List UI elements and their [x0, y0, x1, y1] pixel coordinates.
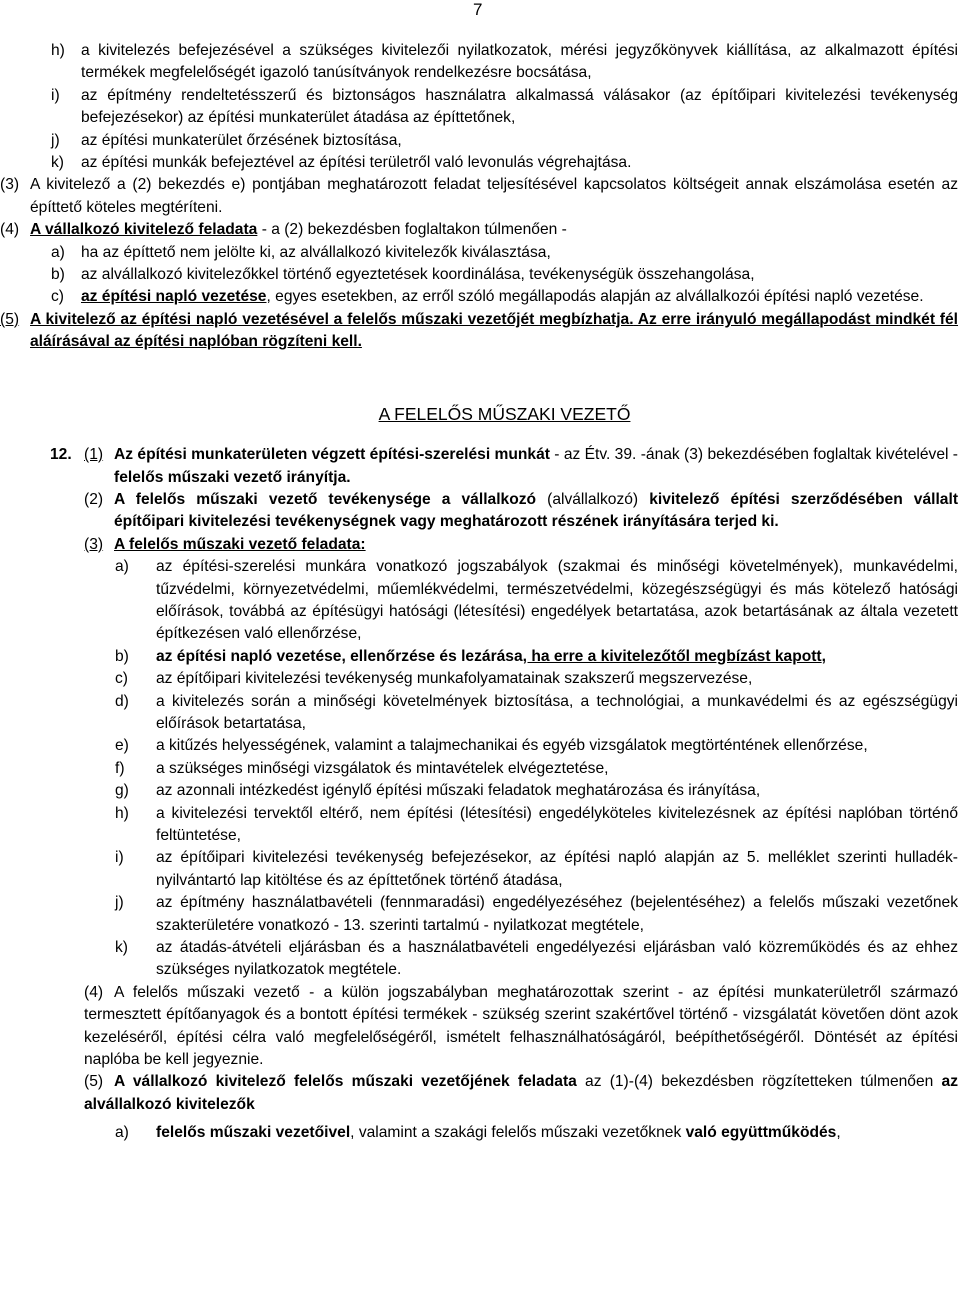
spacer [51, 354, 958, 403]
list-item [51, 286, 958, 308]
list-item-label: b) [51, 266, 65, 284]
paragraph-text [84, 1071, 958, 1116]
section-number: 12. [50, 446, 72, 464]
section-title [51, 403, 958, 425]
list-item [115, 937, 958, 982]
list-item-label: a) [115, 1124, 129, 1142]
list-item-label: c) [51, 288, 64, 306]
section-12-paragraph-3 [0, 534, 958, 556]
paragraph-label: (5) [0, 310, 20, 328]
paragraph-4 [0, 219, 958, 241]
list-item [51, 242, 958, 264]
list-item-plain-2: , [836, 1124, 841, 1142]
list-item [115, 847, 958, 892]
paragraph-text [30, 309, 958, 354]
paragraph-label: (5) [84, 1073, 104, 1091]
paragraph-bold-1: A vállalkozó kivitelező felelős műszaki vezetőjének feladata [114, 1073, 577, 1091]
section-12-paragraph-1 [0, 444, 958, 489]
list-item-text: a kivitelezés során a minőségi követelmények biztosítása, a technológiai, a munkavédelmi és az egészségügyi előírások betartatása, [156, 692, 958, 732]
section-title-text: A FELELŐS MŰSZAKI VEZETŐ [378, 403, 631, 424]
list-item-text: a kivitelezési tervektől eltérő, nem építési (létesítési) engedélyköteles kivitelezésnek az építési naplóban történő feltüntetése, [156, 804, 958, 844]
paragraph-label: (4) [0, 221, 20, 239]
paragraph-bold-1: Az építési munkaterületen végzett építési-szerelési munkát [114, 446, 550, 464]
paragraph-label: (3) [84, 535, 104, 553]
list-item [115, 780, 958, 802]
paragraph-text [114, 444, 958, 489]
list-item-label: e) [115, 737, 129, 755]
paragraph-bold-2: kivitelező építési szerződésében vállalt építőipari kivitelezési tevékenységnek vagy meghatározott részének irányítására terjed ki. [114, 490, 959, 531]
list-item [115, 892, 958, 937]
paragraph-text [114, 489, 958, 534]
list-item-bold-1: felelős műszaki vezetőivel [156, 1124, 351, 1142]
list-item [51, 85, 958, 130]
list-item-label: b) [115, 647, 129, 665]
list-item-label: k) [115, 939, 128, 957]
list-item [115, 691, 958, 736]
list-item [51, 40, 958, 85]
list-item-label: c) [115, 670, 128, 688]
list-item [115, 556, 958, 646]
list-item-text: az építőipari kivitelezési tevékenység befejezésekor, az építési napló alapján az 5. melléklet szerinti hulladék-nyilvántartó lap kitöltése és az építtetőnek történő átadása, [156, 849, 958, 889]
list-item-label: j) [51, 131, 60, 149]
list-item [115, 668, 958, 690]
list-item-text: ha az építtető nem jelölte ki, az alvállalkozó kivitelezők kiválasztása, [81, 243, 551, 261]
paragraph-bold-2: az alvállalkozó kivitelezők [84, 1073, 958, 1113]
paragraph-label: (3) [0, 176, 20, 194]
section-12-paragraph-2 [0, 489, 958, 534]
list-item-label: f) [115, 759, 125, 777]
list-item-underlined: , ha erre a kivitelezőtől megbízást kapott [522, 647, 822, 665]
list-item [51, 264, 958, 286]
list-item-text [156, 1122, 958, 1144]
paragraph-bold-2: felelős műszaki vezető irányítja. [114, 468, 351, 486]
paragraph-label: (1) [84, 446, 104, 464]
list-item [115, 803, 958, 848]
list-item-text: az alvállalkozó kivitelezőkkel történő egyeztetések koordinálása, tevékenységük összehangolása, [81, 266, 755, 284]
list-item-text: a kitűzés helyességének, valamint a talajmechanikai és egyéb vizsgálatok megtörténtének ellenőrzése, [156, 737, 868, 755]
paragraph-text [30, 219, 958, 241]
list-item-label: g) [115, 782, 129, 800]
list-item [51, 152, 958, 174]
list-item [115, 1122, 958, 1144]
paragraph-plain-1: az (1)-(4) bekezdésben rögzítetteken túlmenően [576, 1073, 942, 1091]
list-item [115, 646, 958, 668]
paragraph-lead: A vállalkozó kivitelező feladata [30, 221, 258, 239]
section-12-paragraph-4 [0, 982, 958, 1072]
paragraph-text: A felelős műszaki vezető - a külön jogszabályban meghatározottak szerint - az építési munkaterületről származó termesztett építőanyagok és a bontott építési termékek - szükség szerint szakértővel történő - vizsgálatát követően dönt azok kezeléséről, építési célra való megfelelőségéről, ismételt felhasználhatóságáról, beépíthetőségéről. Döntését az építési naplóba be kell jegyeznie. [84, 983, 958, 1069]
list-item-text: az építési munkaterület őrzésének biztosítása, [81, 131, 402, 149]
list-item [115, 735, 958, 757]
list-item [115, 758, 958, 780]
list-item-label: j) [115, 894, 124, 912]
paragraph-text: A kivitelező a (2) bekezdés e) pontjában meghatározott feladat teljesítésével kapcsolatos költségeit annak elszámolása esetén az építtető köteles megtéríteni. [30, 176, 958, 216]
label-indent [0, 489, 84, 534]
list-item-text: az építmény rendeltetésszerű és biztonságos használatra alkalmassá válásakor (az építőipari kivitelezési tevékenység befejezésekor) az építési munkaterület átadása az építtetőnek, [81, 86, 958, 127]
list-item-label: d) [115, 692, 129, 710]
final-list [115, 1122, 958, 1144]
list-item-text: az építmény használatbavételi (fennmaradási) engedélyezéséhez (bejelentéséhez) a felelős műszaki vezetőnek szakterületére vonatkozó - 13. szerinti tartalmú - nyilatkozat megtétele, [156, 894, 958, 934]
list-item-label: i) [115, 849, 124, 867]
list-item-label: k) [51, 154, 64, 172]
list-item-emphasis: az építési napló vezetése [81, 288, 267, 306]
list-item [51, 130, 958, 152]
page-number: 7 [473, 0, 483, 19]
label-indent [0, 1071, 84, 1116]
list-item-label: a) [51, 243, 65, 261]
list-item-text: a kivitelezés befejezésével a szükséges kivitelezői nyilatkozatok, mérési jegyzőkönyvek kiállítása, az alkalmazott építési termékek megfelelőségét igazoló tanúsítványok rendelkezésre bocsátása, [81, 42, 958, 82]
task-list [115, 556, 958, 982]
list-item-text [156, 646, 958, 668]
list-item-text: az építési-szerelési munkára vonatkozó jogszabályok (szakmai és minőségi követelmények), munkavédelmi, tűzvédelmi, környezetvédelmi, műemlékvédelmi, természetvédelmi, közegészségügyi és más kötelező hatósági előírások, továbbá az építésügyi hatósági (létesítési) engedélyek betartatása, azok betartásának az általa vezetett építkezésen való ellenőrzése, [156, 558, 958, 643]
list-item-text: az építési munkák befejeztével az építési területről való levonulás végrehajtása. [81, 154, 632, 172]
paragraph-label: (4) [84, 983, 104, 1001]
section-12-paragraph-5 [0, 1071, 958, 1116]
paragraph-label: (2) [84, 490, 104, 508]
paragraph-rest: - a (2) bekezdésben foglaltakon túlmenően - [257, 221, 567, 239]
list-item-text: a szükséges minőségi vizsgálatok és mintavételek elvégeztetése, [156, 759, 609, 777]
list-item-bold: az építési napló vezetése, ellenőrzése és lezárása [156, 647, 523, 665]
paragraph-plain-1: - az Étv. 39. -ának (3) bekezdésében foglaltak kivételével - [549, 446, 958, 464]
list-item-text [81, 286, 958, 308]
list-item-text: az átadás-átvételi eljárásban és a használatbavételi engedélyezési eljárásban való közreműködés és az ehhez szükséges nyilatkozatok megtétele. [156, 939, 958, 979]
list-item-label: h) [115, 804, 129, 822]
list-item-rest: , egyes esetekben, az erről szóló megállapodás alapján az alvállalkozói építési napló vezetése. [266, 288, 924, 306]
paragraph-5 [0, 309, 958, 354]
paragraph-sentence-1: A kivitelező az építési napló vezetésével a felelős műszaki vezetőjét megbízhatja. [30, 310, 634, 328]
list-item-plain-1: , valamint a szakági felelős műszaki vezetőknek [350, 1124, 686, 1142]
paragraph-bold-1: A felelős műszaki vezető tevékenysége a vállalkozó [114, 490, 537, 508]
paragraph-plain-1: (alvállalkozó) [536, 490, 650, 508]
list-item-text: az azonnali intézkedést igénylő építési műszaki feladatok meghatározása és irányítása, [156, 782, 761, 800]
paragraph-3 [0, 174, 958, 219]
list-item-label: h) [51, 42, 65, 59]
label-indent [0, 534, 84, 556]
paragraph-sentence-2: Az erre irányuló megállapodást mindkét fél aláírásával az építési naplóban rögzíteni kell. [30, 310, 959, 351]
paragraph-heading: A felelős műszaki vezető feladata: [114, 535, 366, 553]
list-item-bold-2: való együttműködés [685, 1124, 837, 1142]
list-item-label: a) [115, 558, 129, 576]
label-indent [0, 982, 84, 1072]
document-body [0, 40, 959, 1145]
list-item-label: i) [51, 86, 60, 104]
list-item-text: az építőipari kivitelezési tevékenység munkafolyamatainak szakszerű megszervezése, [156, 670, 753, 688]
list-item-end: , [821, 647, 826, 665]
